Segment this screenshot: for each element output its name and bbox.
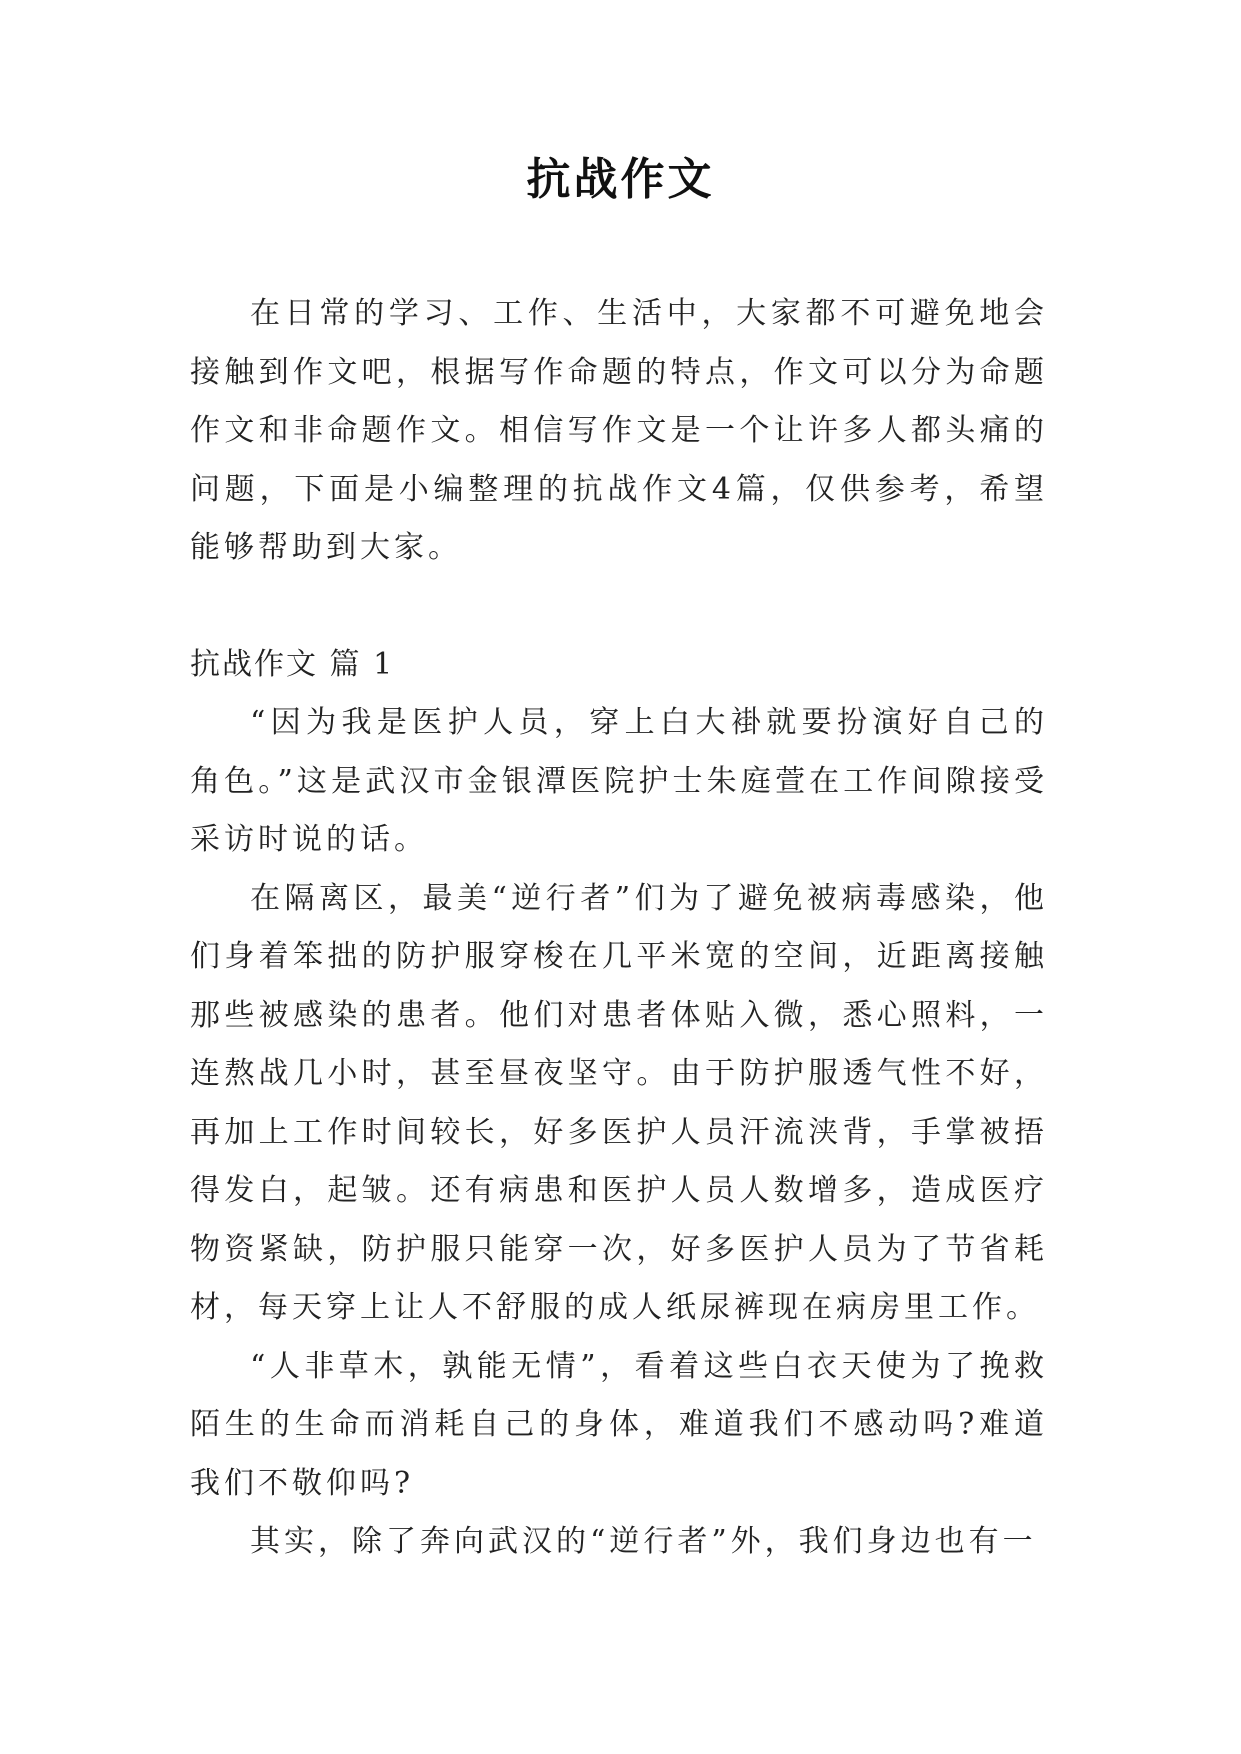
body-paragraph-2: 在隔离区，最美“逆行者”们为了避免被病毒感染，他们身着笨拙的防护服穿梭在几平米宽的空间，近距离接触那些被感染的患者。他们对患者体贴入微，悉心照料，一连熬战几小时，甚至昼夜坚守。由于防护服透气性不好，再加上工作时间较长，好多医护人员汗流浃背，手掌被捂得发白，起皱。还有病患和医护人员人数增多，造成医疗物资紧缺，防护服只能穿一次，好多医护人员为了节省耗材，每天穿上让人不舒服的成人纸尿裤现在病房里工作。 (190, 880, 1048, 1325)
section-heading: 抗战作文 篇 1 (190, 646, 395, 682)
document-title: 抗战作文 (526, 154, 715, 205)
body-paragraph-4: 其实，除了奔向武汉的“逆行者”外，我们身边也有一 (250, 1524, 1037, 1559)
intro-paragraph: 在日常的学习、工作、生活中，大家都不可避免地会接触到作文吧，根据写作命题的特点，作文可以分为命题作文和非命题作文。相信写作文是一个让许多人都头痛的问题，下面是小编整理的抗战作文4篇，仅供参考，希望能够帮助到大家。 (190, 296, 1048, 565)
document-body (190, 285, 1048, 1572)
body-paragraph-3: “人非草木，孰能无情”，看着这些白衣天使为了挽救陌生的生命而消耗自己的身体，难道我们不感动吗?难道我们不敬仰吗? (190, 1348, 1048, 1501)
body-paragraph-1: “因为我是医护人员，穿上白大褂就要扮演好自己的角色。”这是武汉市金银潭医院护士朱庭萱在工作间隙接受采访时说的话。 (190, 705, 1048, 857)
